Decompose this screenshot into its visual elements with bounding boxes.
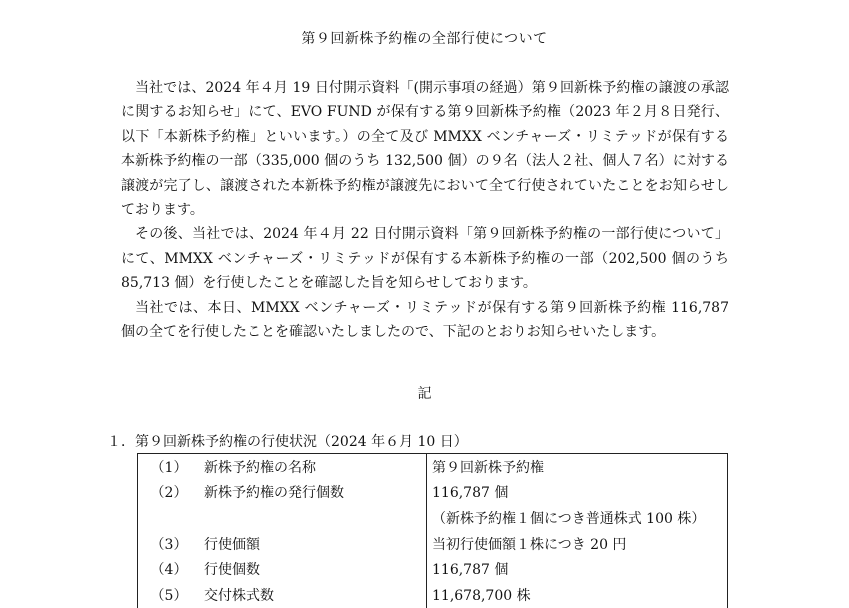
row-number: （5）	[138, 582, 201, 608]
table-row	[138, 480, 728, 506]
document-title: 第９回新株予約権の全部行使について	[301, 31, 548, 47]
table-row	[138, 505, 728, 531]
row-value: 第９回新株予約権	[427, 454, 728, 480]
row-label: 新株予約権の名称	[200, 454, 427, 480]
row-label: 行使価額	[200, 531, 427, 557]
row-number: （2）	[138, 480, 201, 506]
row-value: 116,787 個	[427, 480, 728, 506]
row-label: 交付株式数	[200, 582, 427, 608]
exercise-status-table	[137, 453, 728, 608]
row-label: 行使個数	[200, 556, 427, 582]
paragraph-2: その後、当社では、2024 年４月 22 日付開示資料「第９回新株予約権の一部行使について」にて、MMXX ベンチャーズ・リミテッドが保有する本新株予約権の一部（202,500 個のうち 85,713 個）を行使したことを確認した旨を知らせしております。	[121, 226, 729, 292]
body-text	[121, 76, 729, 344]
paragraph-3: 当社では、本日、MMXX ベンチャーズ・リミテッドが保有する第９回新株予約権 116,787 個の全てを行使したことを確認いたしましたので、下記のとおりお知らせいたします。	[121, 299, 729, 341]
row-number	[138, 505, 201, 531]
table-row	[138, 454, 728, 480]
row-number: （3）	[138, 531, 201, 557]
table-row	[138, 556, 728, 582]
section-1-heading: １．第９回新株予約権の行使状況（2024 年６月 10 日）	[107, 434, 468, 450]
row-value: 116,787 個	[427, 556, 728, 582]
row-value: 当初行使価額１株につき 20 円	[427, 531, 728, 557]
ki-heading: 記	[417, 386, 432, 402]
row-number: （1）	[138, 454, 201, 480]
row-label	[200, 505, 427, 531]
row-value: 11,678,700 株	[427, 582, 728, 608]
table-row	[138, 531, 728, 557]
row-number: （4）	[138, 556, 201, 582]
table-row	[138, 582, 728, 608]
paragraph-1: 当社では、2024 年４月 19 日付開示資料「(開示事項の経過）第９回新株予約権の譲渡の承認に関するお知らせ」にて、EVO FUND が保有する第９回新株予約権（2023 年２月８日発行、以下「本新株予約権」といいます。）の全て及び MMXX ベンチャーズ・リミテッドが保有する本新株予約権の一部（335,000 個のうち 132,500 個）の９名（法人２社、個人７名）に対する譲渡が完了し、譲渡された本新株予約権が譲渡先において全て行使されていたことをお知らせしております。	[121, 80, 729, 219]
row-value: （新株予約権１個につき普通株式 100 株）	[427, 505, 728, 531]
row-label: 新株予約権の発行個数	[200, 480, 427, 506]
